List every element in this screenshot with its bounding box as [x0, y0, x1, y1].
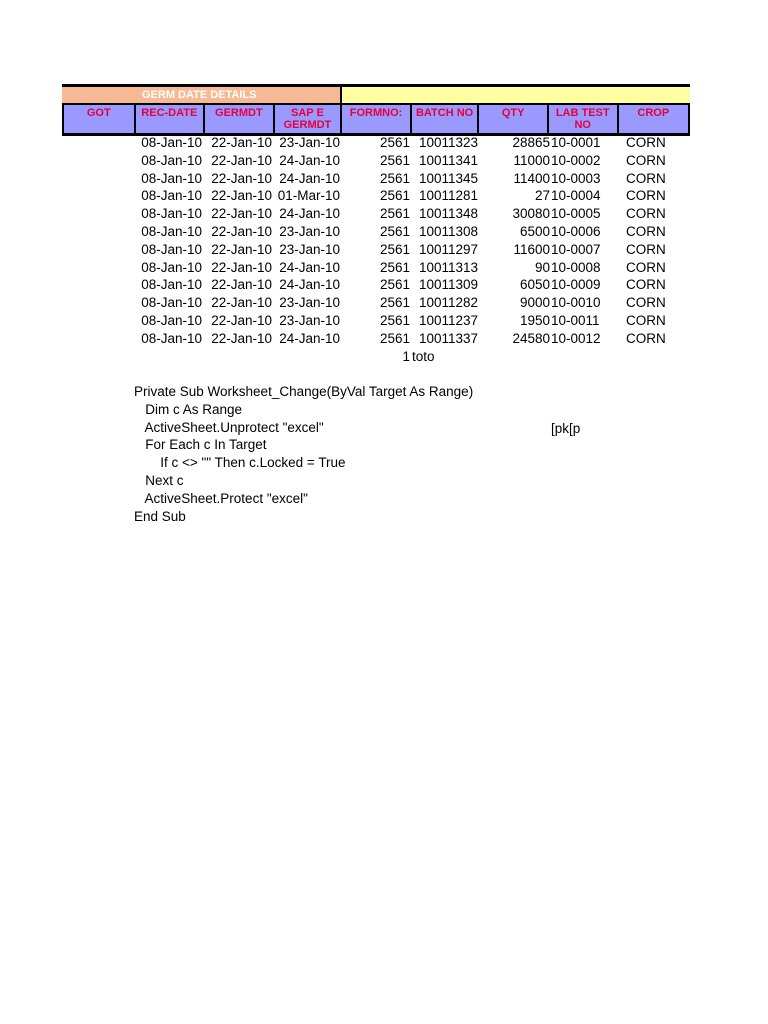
formno-cell[interactable]: 2561: [379, 135, 410, 150]
crop-cell[interactable]: CORN: [626, 259, 666, 275]
batch-no-cell[interactable]: 10011323: [418, 135, 478, 150]
code-line: ActiveSheet.Protect "excel": [134, 490, 308, 506]
germdt-cell[interactable]: 22-Jan-10: [211, 223, 272, 239]
batch-no-cell[interactable]: 10011337: [418, 330, 478, 346]
got-cell[interactable]: [62, 241, 134, 259]
germdt-cell[interactable]: 22-Jan-10: [211, 312, 272, 328]
germdt-cell[interactable]: 22-Jan-10: [211, 206, 272, 222]
table-row: [62, 259, 690, 277]
germdt-cell[interactable]: 22-Jan-10: [211, 259, 272, 275]
total-row: [340, 348, 460, 366]
crop-cell[interactable]: CORN: [626, 277, 666, 293]
batch-no-cell[interactable]: 10011313: [418, 259, 478, 275]
rec-date-cell[interactable]: 08-Jan-10: [141, 259, 202, 275]
formno-cell[interactable]: 2561: [379, 188, 410, 204]
header-sap-e-germdt[interactable]: SAP E GERMDT: [275, 105, 343, 133]
rec-date-cell[interactable]: 08-Jan-10: [141, 135, 202, 150]
formno-cell[interactable]: 2561: [379, 312, 410, 328]
got-cell[interactable]: [62, 223, 134, 241]
lab-test-no-cell[interactable]: 10-0007: [551, 241, 601, 257]
got-cell[interactable]: [62, 259, 134, 277]
crop-cell[interactable]: CORN: [626, 330, 666, 346]
rec-date-cell[interactable]: 08-Jan-10: [141, 295, 202, 311]
code-line: Private Sub Worksheet_Change(ByVal Target As Range): [134, 384, 474, 399]
qty-cell[interactable]: 9000: [519, 295, 550, 311]
got-cell[interactable]: [62, 330, 134, 348]
total-value[interactable]: 1: [402, 349, 410, 364]
qty-cell[interactable]: 11400: [513, 170, 550, 186]
qty-cell[interactable]: 27: [534, 188, 550, 204]
qty-cell[interactable]: 6500: [519, 223, 550, 239]
lab-test-no-cell[interactable]: 10-0010: [551, 295, 601, 311]
table-body: [62, 134, 690, 348]
crop-cell[interactable]: CORN: [626, 223, 666, 239]
formno-cell[interactable]: 2561: [379, 206, 410, 222]
total-label[interactable]: toto: [412, 349, 435, 364]
lab-test-no-cell[interactable]: 10-0001: [551, 135, 601, 150]
sap-germdt-cell[interactable]: 24-Jan-10: [279, 259, 340, 275]
lab-test-no-cell[interactable]: 10-0004: [551, 188, 601, 204]
lab-test-no-cell[interactable]: 10-0006: [551, 223, 601, 239]
batch-no-cell[interactable]: 10011341: [418, 152, 478, 168]
code-line: Dim c As Range: [134, 401, 243, 417]
qty-cell[interactable]: 1950: [519, 312, 550, 328]
table-row: [62, 170, 690, 188]
qty-cell[interactable]: 6050: [519, 277, 550, 293]
formno-cell[interactable]: 2561: [379, 330, 410, 346]
sap-germdt-cell[interactable]: 24-Jan-10: [279, 330, 340, 346]
rec-date-cell[interactable]: 08-Jan-10: [141, 170, 202, 186]
batch-no-cell[interactable]: 10011309: [418, 277, 478, 293]
crop-cell[interactable]: CORN: [626, 188, 666, 204]
sap-germdt-cell[interactable]: 23-Jan-10: [279, 135, 340, 150]
batch-no-cell[interactable]: 10011308: [418, 223, 478, 239]
batch-no-cell[interactable]: 10011348: [418, 206, 478, 222]
table-row: [62, 134, 690, 152]
germdt-cell[interactable]: 22-Jan-10: [211, 188, 272, 204]
rec-date-cell[interactable]: 08-Jan-10: [141, 312, 202, 328]
batch-no-cell[interactable]: 10011345: [418, 170, 478, 186]
sap-germdt-cell[interactable]: 24-Jan-10: [279, 152, 340, 168]
qty-cell[interactable]: 90: [534, 259, 550, 275]
sap-germdt-cell[interactable]: 24-Jan-10: [279, 206, 340, 222]
header-qty[interactable]: QTY: [479, 105, 549, 133]
formno-cell[interactable]: 2561: [379, 259, 410, 275]
table-row: [62, 223, 690, 241]
germdt-cell[interactable]: 22-Jan-10: [211, 241, 272, 257]
code-line: Next c: [134, 472, 184, 488]
crop-cell[interactable]: CORN: [626, 170, 666, 186]
rec-date-cell[interactable]: 08-Jan-10: [141, 330, 202, 346]
rec-date-cell[interactable]: 08-Jan-10: [141, 188, 202, 204]
germ-date-details-band[interactable]: GERM DATE DETAILS: [62, 87, 342, 103]
qty-cell[interactable]: 28865: [512, 135, 550, 150]
table-header: [62, 103, 690, 136]
batch-no-cell[interactable]: 10011281: [418, 188, 478, 204]
sap-germdt-cell[interactable]: 23-Jan-10: [279, 295, 340, 311]
header-got[interactable]: GOT: [64, 105, 136, 133]
rec-date-cell[interactable]: 08-Jan-10: [141, 206, 202, 222]
qty-cell[interactable]: 11600: [513, 241, 550, 257]
batch-no-cell[interactable]: 10011237: [418, 312, 478, 328]
sap-germdt-cell[interactable]: 23-Jan-10: [279, 312, 340, 328]
sap-germdt-cell[interactable]: 24-Jan-10: [279, 170, 340, 186]
sap-germdt-cell[interactable]: 23-Jan-10: [279, 223, 340, 239]
formno-cell[interactable]: 2561: [379, 223, 410, 239]
germdt-cell[interactable]: 22-Jan-10: [211, 295, 272, 311]
rec-date-cell[interactable]: 08-Jan-10: [141, 241, 202, 257]
group-band: [62, 84, 690, 103]
table-row: [62, 241, 690, 259]
crop-cell[interactable]: CORN: [626, 152, 666, 168]
lab-test-no-cell[interactable]: 10-0009: [551, 277, 601, 293]
crop-cell[interactable]: CORN: [626, 206, 666, 222]
rec-date-cell[interactable]: 08-Jan-10: [141, 152, 202, 168]
header-batch-no[interactable]: BATCH NO: [412, 105, 480, 133]
formno-cell[interactable]: 2561: [379, 170, 410, 186]
stray-note[interactable]: [pk[p: [551, 421, 581, 436]
empty-band-cell[interactable]: [342, 87, 690, 103]
sap-germdt-cell[interactable]: 01-Mar-10: [277, 188, 340, 204]
got-cell[interactable]: [62, 312, 134, 330]
crop-cell[interactable]: CORN: [626, 135, 666, 150]
crop-cell[interactable]: CORN: [626, 241, 666, 257]
lab-test-no-cell[interactable]: 10-0008: [551, 259, 601, 275]
formno-cell[interactable]: 2561: [379, 295, 410, 311]
header-lab-test-no[interactable]: LAB TEST NO: [549, 105, 619, 133]
lab-test-no-cell[interactable]: 10-0003: [551, 170, 601, 186]
table-row: [62, 187, 690, 205]
germdt-cell[interactable]: 22-Jan-10: [211, 135, 272, 150]
header-formno[interactable]: FORMNO:: [342, 105, 412, 133]
code-line: For Each c In Target: [134, 437, 267, 453]
qty-cell[interactable]: 24580: [512, 330, 550, 346]
formno-cell[interactable]: 2561: [379, 152, 410, 168]
header-rec-date[interactable]: REC-DATE: [136, 105, 206, 133]
table-row: [62, 276, 690, 294]
got-cell[interactable]: [62, 294, 134, 312]
got-cell[interactable]: [62, 134, 134, 152]
table-row: [62, 152, 690, 170]
rec-date-cell[interactable]: 08-Jan-10: [141, 277, 202, 293]
lab-test-no-cell[interactable]: 10-0011: [551, 312, 600, 328]
got-cell[interactable]: [62, 152, 134, 170]
qty-cell[interactable]: 30080: [512, 206, 550, 222]
germdt-cell[interactable]: 22-Jan-10: [211, 330, 272, 346]
got-cell[interactable]: [62, 205, 134, 223]
table-row: [62, 205, 690, 223]
lab-test-no-cell[interactable]: 10-0005: [551, 206, 601, 222]
crop-cell[interactable]: CORN: [626, 312, 666, 328]
table-row: [62, 294, 690, 312]
sap-germdt-cell[interactable]: 24-Jan-10: [279, 277, 340, 293]
qty-cell[interactable]: 11000: [513, 152, 550, 168]
batch-no-cell[interactable]: 10011297: [418, 241, 478, 257]
lab-test-no-cell[interactable]: 10-0012: [551, 330, 601, 346]
crop-cell[interactable]: CORN: [626, 295, 666, 311]
formno-cell[interactable]: 2561: [379, 277, 410, 293]
lab-test-no-cell[interactable]: 10-0002: [551, 152, 601, 168]
table-row: [62, 330, 690, 348]
batch-no-cell[interactable]: 10011282: [418, 295, 478, 311]
header-germdt[interactable]: GERMDT: [205, 105, 275, 133]
sap-germdt-cell[interactable]: 23-Jan-10: [279, 241, 340, 257]
germdt-cell[interactable]: 22-Jan-10: [211, 277, 272, 293]
germdt-cell[interactable]: 22-Jan-10: [211, 170, 272, 186]
header-crop[interactable]: CROP: [619, 105, 689, 133]
table-row: [62, 312, 690, 330]
formno-cell[interactable]: 2561: [379, 241, 410, 257]
got-cell[interactable]: [62, 276, 134, 294]
got-cell[interactable]: [62, 170, 134, 188]
got-cell[interactable]: [62, 187, 134, 205]
code-line: ActiveSheet.Unprotect "excel": [134, 419, 324, 435]
rec-date-cell[interactable]: 08-Jan-10: [141, 223, 202, 239]
code-line: If c <> "" Then c.Locked = True: [134, 455, 346, 471]
vba-code-block: [134, 383, 473, 525]
germdt-cell[interactable]: 22-Jan-10: [211, 152, 272, 168]
code-line: End Sub: [134, 508, 186, 524]
